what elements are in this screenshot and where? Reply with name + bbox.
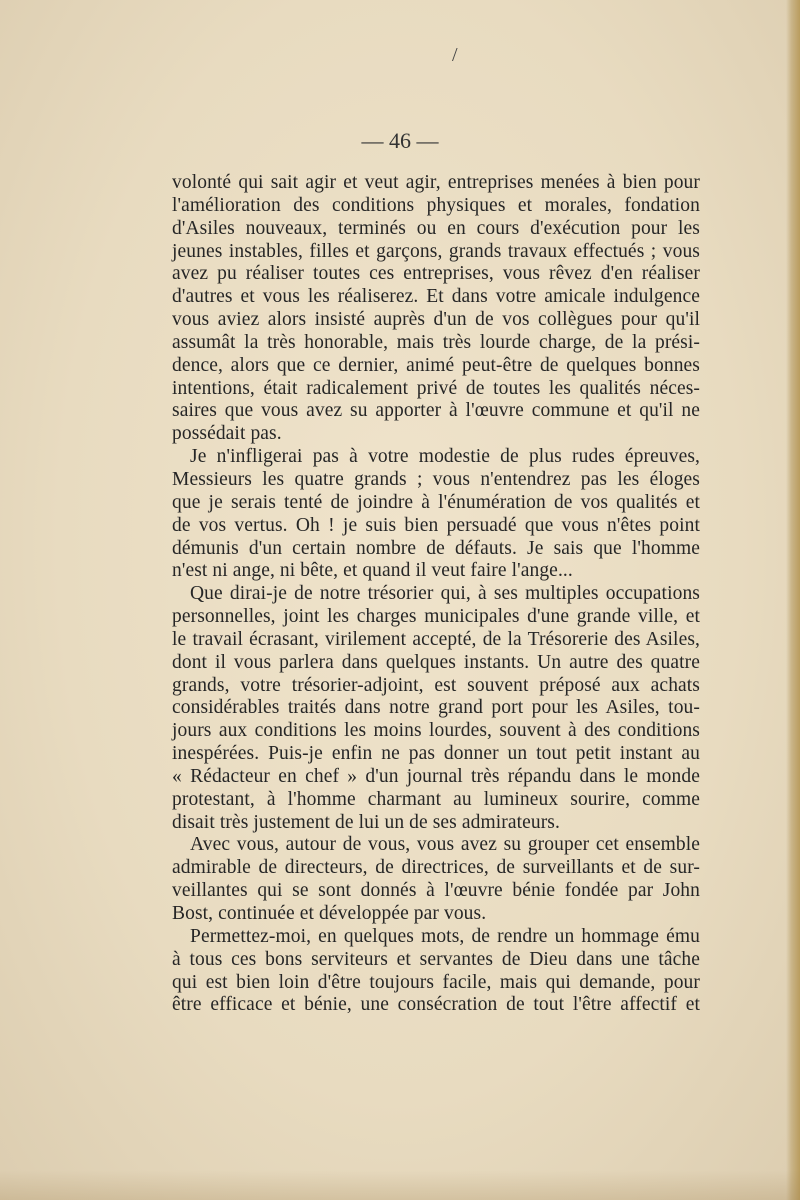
- text-line: inespérées. Puis-je enfin ne pas donner un tout petit instant au: [172, 743, 700, 765]
- text-line: d'autres et vous les réaliserez. Et dans votre amicale indulgence: [172, 286, 700, 308]
- text-line: Messieurs les quatre grands ; vous n'entendrez pas les éloges: [172, 468, 700, 490]
- text-line: considérables traités dans notre grand port pour les Asiles, tou-: [172, 697, 700, 719]
- page-number: — 46 —: [361, 128, 439, 153]
- text-line: Avec vous, autour de vous, vous avez su grouper cet ensemble: [190, 834, 700, 856]
- text-line: avez pu réaliser toutes ces entreprises, vous rêvez d'en réaliser: [172, 263, 700, 285]
- text-line: n'est ni ange, ni bête, et quand il veut faire l'ange...: [172, 560, 573, 582]
- text-line: veillantes qui se sont donnés à l'œuvre bénie fondée par John: [172, 880, 700, 902]
- text-line: possédait pas.: [172, 423, 282, 445]
- text-line: admirable de directeurs, de directrices, de surveillants et de sur-: [172, 857, 700, 879]
- text-line: Permettez-moi, en quelques mots, de rendre un hommage ému: [190, 925, 700, 947]
- text-line: dont il vous parlera dans quelques instants. Un autre des quatre: [172, 651, 700, 673]
- text-line: être efficace et bénie, une consécration de tout l'être affectif et: [172, 994, 700, 1016]
- text-line: jeunes instables, filles et garçons, grands travaux effectués ; vous: [172, 240, 700, 262]
- top-pencil-mark: /: [452, 44, 458, 66]
- text-line: disait très justement de lui un de ses admirateurs.: [172, 811, 560, 833]
- page-edge-shadow: [786, 0, 800, 1200]
- text-line: qui est bien loin d'être toujours facile, mais qui demande, pour: [172, 971, 700, 993]
- text-line: assumât la très honorable, mais très lourde charge, de la prési-: [172, 331, 700, 353]
- text-line: que je serais tenté de joindre à l'énumération de vos qualités et: [172, 491, 700, 513]
- text-line: grands, votre trésorier-adjoint, est souvent préposé aux achats: [172, 674, 700, 696]
- text-line: dence, alors que ce dernier, animé peut-être de quelques bonnes: [172, 354, 700, 376]
- text-line: vous aviez alors insisté auprès d'un de vos collègues pour qu'il: [172, 309, 700, 331]
- text-line: de vos vertus. Oh ! je suis bien persuadé que vous n'êtes point: [172, 514, 700, 536]
- text-line: Bost, continuée et développée par vous.: [172, 903, 487, 924]
- text-line: Je n'infligerai pas à votre modestie de plus rudes épreuves,: [190, 446, 700, 468]
- text-line: intentions, était radicalement privé de toutes les qualités néces-: [172, 377, 700, 399]
- body-text: [172, 172, 700, 1017]
- text-line: d'Asiles nouveaux, terminés ou en cours d'exécution pour les: [172, 217, 700, 239]
- text-line: saires que vous avez su apporter à l'œuvre commune et qu'il ne: [172, 400, 700, 422]
- text-line: volonté qui sait agir et veut agir, entreprises menées à bien pour: [172, 172, 700, 193]
- text-line: le travail écrasant, virilement accepté, de la Trésorerie des Asiles,: [172, 628, 700, 650]
- text-line: démunis d'un certain nombre de défauts. Je sais que l'homme: [172, 537, 700, 559]
- text-line: « Rédacteur en chef » d'un journal très répandu dans le monde: [172, 765, 700, 787]
- text-line: personnelles, joint les charges municipales d'une grande ville, et: [172, 606, 700, 628]
- text-line: Que dirai-je de notre trésorier qui, à ses multiples occupations: [190, 583, 700, 605]
- text-line: à tous ces bons serviteurs et servantes de Dieu dans une tâche: [172, 948, 700, 970]
- text-line: l'amélioration des conditions physiques et morales, fondation: [172, 194, 700, 216]
- page-bottom-shadow: [0, 1170, 800, 1200]
- text-line: protestant, à l'homme charmant au lumineux sourire, comme: [172, 788, 700, 810]
- text-line: jours aux conditions les moins lourdes, souvent à des conditions: [172, 720, 700, 742]
